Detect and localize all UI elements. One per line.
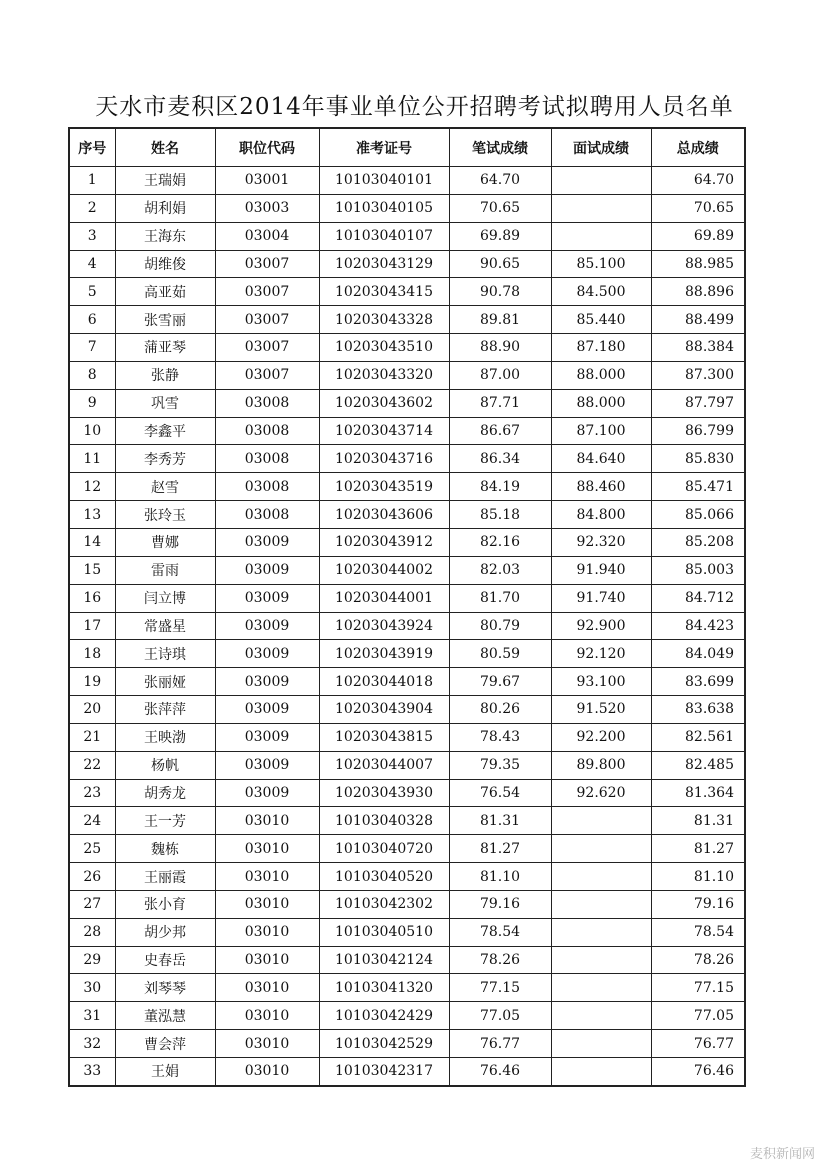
cell-ticket-number: 10203043930 [319,779,449,807]
cell-interview-score [551,974,651,1002]
cell-interview-score [551,863,651,891]
table-row [69,445,745,473]
cell-written-score: 87.71 [449,389,551,417]
table-body [69,167,745,1086]
cell-name: 胡维俊 [115,250,215,278]
cell-seq: 12 [69,473,115,501]
cell-ticket-number: 10203043714 [319,417,449,445]
cell-ticket-number: 10103041320 [319,974,449,1002]
table-row [69,779,745,807]
cell-written-score: 79.16 [449,890,551,918]
applicant-table [68,127,746,1087]
header-interview-score: 面试成绩 [551,128,651,167]
cell-total-score: 78.26 [651,946,745,974]
cell-name: 胡少邦 [115,918,215,946]
cell-total-score: 88.384 [651,334,745,362]
cell-ticket-number: 10203043815 [319,723,449,751]
cell-interview-score: 92.900 [551,612,651,640]
table-row [69,1030,745,1058]
cell-name: 王娟 [115,1058,215,1086]
cell-written-score: 80.26 [449,696,551,724]
table-row [69,167,745,195]
cell-written-score: 81.31 [449,807,551,835]
table-row [69,612,745,640]
cell-seq: 19 [69,668,115,696]
cell-written-score: 64.70 [449,167,551,195]
table-row [69,751,745,779]
cell-total-score: 64.70 [651,167,745,195]
cell-seq: 20 [69,696,115,724]
cell-written-score: 86.34 [449,445,551,473]
cell-ticket-number: 10203043919 [319,640,449,668]
cell-ticket-number: 10203043510 [319,334,449,362]
cell-position-code: 03009 [215,696,319,724]
cell-ticket-number: 10203043328 [319,306,449,334]
cell-name: 王映渤 [115,723,215,751]
cell-interview-score: 85.100 [551,250,651,278]
table-row [69,194,745,222]
cell-ticket-number: 10103042302 [319,890,449,918]
cell-seq: 3 [69,222,115,250]
cell-position-code: 03008 [215,389,319,417]
cell-total-score: 69.89 [651,222,745,250]
cell-name: 常盛星 [115,612,215,640]
cell-interview-score [551,946,651,974]
table-row [69,1002,745,1030]
cell-name: 高亚茹 [115,278,215,306]
cell-ticket-number: 10103040328 [319,807,449,835]
cell-seq: 10 [69,417,115,445]
cell-total-score: 78.54 [651,918,745,946]
cell-written-score: 84.19 [449,473,551,501]
cell-interview-score: 92.620 [551,779,651,807]
cell-name: 闫立博 [115,584,215,612]
table-header-row [69,128,745,167]
cell-name: 王丽霞 [115,863,215,891]
cell-interview-score: 92.120 [551,640,651,668]
cell-position-code: 03004 [215,222,319,250]
table-row [69,222,745,250]
cell-interview-score [551,222,651,250]
cell-written-score: 81.10 [449,863,551,891]
table-row [69,306,745,334]
cell-seq: 28 [69,918,115,946]
cell-ticket-number: 10103042317 [319,1058,449,1086]
cell-ticket-number: 10103042529 [319,1030,449,1058]
cell-seq: 15 [69,556,115,584]
cell-position-code: 03007 [215,306,319,334]
cell-name: 刘琴琴 [115,974,215,1002]
table-row [69,501,745,529]
cell-total-score: 84.423 [651,612,745,640]
cell-interview-score [551,167,651,195]
cell-name: 雷雨 [115,556,215,584]
cell-written-score: 81.70 [449,584,551,612]
cell-interview-score: 92.200 [551,723,651,751]
cell-ticket-number: 10203043519 [319,473,449,501]
cell-position-code: 03007 [215,334,319,362]
cell-seq: 31 [69,1002,115,1030]
cell-seq: 16 [69,584,115,612]
header-position-code: 职位代码 [215,128,319,167]
cell-total-score: 88.499 [651,306,745,334]
cell-total-score: 85.003 [651,556,745,584]
cell-total-score: 84.049 [651,640,745,668]
cell-seq: 21 [69,723,115,751]
cell-interview-score: 85.440 [551,306,651,334]
table-row [69,807,745,835]
cell-seq: 33 [69,1058,115,1086]
cell-name: 巩雪 [115,389,215,417]
cell-interview-score: 87.180 [551,334,651,362]
cell-seq: 29 [69,946,115,974]
cell-written-score: 80.79 [449,612,551,640]
cell-name: 张小育 [115,890,215,918]
table-row [69,473,745,501]
cell-position-code: 03007 [215,250,319,278]
table-row [69,696,745,724]
cell-position-code: 03009 [215,668,319,696]
cell-position-code: 03010 [215,863,319,891]
cell-position-code: 03010 [215,1030,319,1058]
cell-seq: 23 [69,779,115,807]
cell-written-score: 86.67 [449,417,551,445]
cell-name: 张丽娅 [115,668,215,696]
cell-position-code: 03009 [215,640,319,668]
cell-written-score: 77.05 [449,1002,551,1030]
table-row [69,361,745,389]
page-title: 天水市麦积区2014年事业单位公开招聘考试拟聘用人员名单 [95,94,734,120]
cell-seq: 1 [69,167,115,195]
cell-name: 张玲玉 [115,501,215,529]
cell-position-code: 03008 [215,417,319,445]
cell-ticket-number: 10203044007 [319,751,449,779]
table-row [69,1058,745,1086]
cell-name: 曹会萍 [115,1030,215,1058]
cell-total-score: 81.364 [651,779,745,807]
cell-position-code: 03007 [215,361,319,389]
cell-written-score: 88.90 [449,334,551,362]
cell-ticket-number: 10103042429 [319,1002,449,1030]
cell-written-score: 90.65 [449,250,551,278]
cell-interview-score [551,1002,651,1030]
cell-total-score: 81.31 [651,807,745,835]
cell-total-score: 85.471 [651,473,745,501]
cell-seq: 11 [69,445,115,473]
cell-position-code: 03009 [215,723,319,751]
cell-total-score: 82.561 [651,723,745,751]
cell-position-code: 03009 [215,779,319,807]
cell-interview-score: 87.100 [551,417,651,445]
table-row [69,668,745,696]
cell-seq: 32 [69,1030,115,1058]
cell-seq: 25 [69,835,115,863]
cell-position-code: 03010 [215,918,319,946]
cell-name: 赵雪 [115,473,215,501]
table-row [69,723,745,751]
cell-name: 胡秀龙 [115,779,215,807]
cell-total-score: 83.699 [651,668,745,696]
cell-seq: 17 [69,612,115,640]
cell-position-code: 03010 [215,807,319,835]
cell-ticket-number: 10203044018 [319,668,449,696]
cell-interview-score [551,890,651,918]
cell-written-score: 70.65 [449,194,551,222]
table-row [69,389,745,417]
cell-ticket-number: 10103042124 [319,946,449,974]
cell-interview-score: 91.520 [551,696,651,724]
table-row [69,890,745,918]
cell-written-score: 76.46 [449,1058,551,1086]
cell-interview-score [551,1058,651,1086]
table-row [69,278,745,306]
cell-written-score: 82.03 [449,556,551,584]
table-row [69,528,745,556]
table-row [69,974,745,1002]
cell-name: 王一芳 [115,807,215,835]
cell-written-score: 90.78 [449,278,551,306]
cell-position-code: 03001 [215,167,319,195]
cell-total-score: 76.77 [651,1030,745,1058]
cell-name: 魏栋 [115,835,215,863]
cell-seq: 27 [69,890,115,918]
cell-total-score: 85.208 [651,528,745,556]
cell-name: 曹娜 [115,528,215,556]
cell-seq: 30 [69,974,115,1002]
cell-interview-score: 84.800 [551,501,651,529]
header-written-score: 笔试成绩 [449,128,551,167]
cell-total-score: 85.066 [651,501,745,529]
cell-total-score: 79.16 [651,890,745,918]
cell-name: 蒲亚琴 [115,334,215,362]
cell-ticket-number: 10103040520 [319,863,449,891]
cell-written-score: 85.18 [449,501,551,529]
header-seq: 序号 [69,128,115,167]
cell-position-code: 03009 [215,612,319,640]
cell-total-score: 82.485 [651,751,745,779]
cell-ticket-number: 10103040105 [319,194,449,222]
table-row [69,640,745,668]
cell-total-score: 88.896 [651,278,745,306]
cell-written-score: 76.77 [449,1030,551,1058]
cell-seq: 14 [69,528,115,556]
cell-position-code: 03009 [215,584,319,612]
cell-interview-score: 91.740 [551,584,651,612]
cell-written-score: 78.26 [449,946,551,974]
cell-position-code: 03009 [215,528,319,556]
header-name: 姓名 [115,128,215,167]
cell-total-score: 83.638 [651,696,745,724]
cell-interview-score [551,807,651,835]
cell-ticket-number: 10203043716 [319,445,449,473]
table-row [69,863,745,891]
cell-name: 李秀芳 [115,445,215,473]
cell-seq: 7 [69,334,115,362]
cell-position-code: 03007 [215,278,319,306]
cell-written-score: 78.54 [449,918,551,946]
cell-ticket-number: 10103040107 [319,222,449,250]
cell-position-code: 03003 [215,194,319,222]
cell-ticket-number: 10203043606 [319,501,449,529]
cell-written-score: 76.54 [449,779,551,807]
cell-written-score: 81.27 [449,835,551,863]
cell-seq: 2 [69,194,115,222]
cell-name: 张静 [115,361,215,389]
cell-written-score: 79.67 [449,668,551,696]
cell-written-score: 69.89 [449,222,551,250]
site-watermark: 麦积新闻网 [749,1147,815,1162]
cell-ticket-number: 10203043904 [319,696,449,724]
cell-interview-score: 88.000 [551,361,651,389]
cell-name: 王诗琪 [115,640,215,668]
cell-ticket-number: 10103040720 [319,835,449,863]
cell-written-score: 89.81 [449,306,551,334]
cell-seq: 22 [69,751,115,779]
cell-total-score: 76.46 [651,1058,745,1086]
cell-seq: 18 [69,640,115,668]
cell-position-code: 03008 [215,473,319,501]
cell-interview-score [551,194,651,222]
cell-name: 王海东 [115,222,215,250]
cell-ticket-number: 10203043602 [319,389,449,417]
cell-written-score: 80.59 [449,640,551,668]
header-ticket-number: 准考证号 [319,128,449,167]
header-total-score: 总成绩 [651,128,745,167]
cell-position-code: 03009 [215,751,319,779]
cell-total-score: 86.799 [651,417,745,445]
cell-name: 史春岳 [115,946,215,974]
cell-name: 杨帆 [115,751,215,779]
cell-name: 张雪丽 [115,306,215,334]
cell-interview-score: 92.320 [551,528,651,556]
table-row [69,584,745,612]
table-row [69,334,745,362]
cell-ticket-number: 10203044001 [319,584,449,612]
cell-interview-score: 91.940 [551,556,651,584]
cell-position-code: 03008 [215,501,319,529]
cell-seq: 6 [69,306,115,334]
cell-ticket-number: 10203043924 [319,612,449,640]
cell-ticket-number: 10203043415 [319,278,449,306]
cell-written-score: 77.15 [449,974,551,1002]
cell-name: 董泓慧 [115,1002,215,1030]
cell-interview-score: 93.100 [551,668,651,696]
cell-total-score: 77.05 [651,1002,745,1030]
cell-interview-score: 88.460 [551,473,651,501]
cell-interview-score [551,1030,651,1058]
cell-position-code: 03010 [215,890,319,918]
cell-position-code: 03010 [215,974,319,1002]
cell-interview-score: 84.500 [551,278,651,306]
cell-seq: 9 [69,389,115,417]
cell-seq: 24 [69,807,115,835]
cell-total-score: 81.10 [651,863,745,891]
cell-position-code: 03010 [215,1058,319,1086]
cell-name: 胡利娟 [115,194,215,222]
cell-total-score: 84.712 [651,584,745,612]
cell-seq: 4 [69,250,115,278]
cell-name: 王瑞娟 [115,167,215,195]
cell-seq: 5 [69,278,115,306]
cell-ticket-number: 10103040510 [319,918,449,946]
cell-seq: 26 [69,863,115,891]
table-row [69,556,745,584]
cell-written-score: 87.00 [449,361,551,389]
cell-name: 李鑫平 [115,417,215,445]
cell-position-code: 03010 [215,946,319,974]
cell-total-score: 88.985 [651,250,745,278]
cell-ticket-number: 10203044002 [319,556,449,584]
cell-name: 张萍萍 [115,696,215,724]
cell-total-score: 70.65 [651,194,745,222]
cell-position-code: 03010 [215,1002,319,1030]
cell-position-code: 03010 [215,835,319,863]
cell-written-score: 82.16 [449,528,551,556]
cell-ticket-number: 10103040101 [319,167,449,195]
cell-total-score: 85.830 [651,445,745,473]
cell-written-score: 78.43 [449,723,551,751]
cell-total-score: 77.15 [651,974,745,1002]
cell-total-score: 87.300 [651,361,745,389]
cell-interview-score: 89.800 [551,751,651,779]
cell-total-score: 87.797 [651,389,745,417]
table-row [69,946,745,974]
cell-written-score: 79.35 [449,751,551,779]
table-row [69,417,745,445]
cell-ticket-number: 10203043129 [319,250,449,278]
table-row [69,250,745,278]
cell-interview-score: 84.640 [551,445,651,473]
cell-ticket-number: 10203043320 [319,361,449,389]
cell-interview-score [551,918,651,946]
cell-seq: 13 [69,501,115,529]
cell-ticket-number: 10203043912 [319,528,449,556]
cell-seq: 8 [69,361,115,389]
cell-position-code: 03008 [215,445,319,473]
table-row [69,835,745,863]
cell-interview-score: 88.000 [551,389,651,417]
cell-position-code: 03009 [215,556,319,584]
table-row [69,918,745,946]
cell-total-score: 81.27 [651,835,745,863]
cell-interview-score [551,835,651,863]
